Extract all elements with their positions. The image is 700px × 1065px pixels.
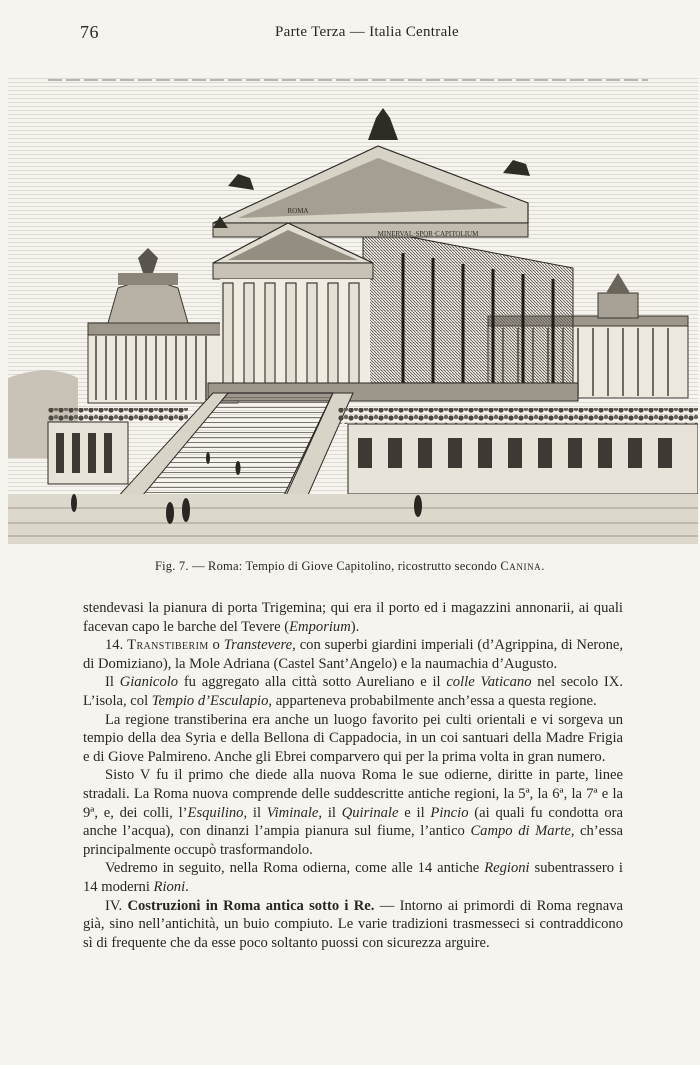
paragraph-sisto-v: Sisto V fu il primo che diede alla nuova Roma le sue odierne, diritte in parte, linee stradali. La Roma nuova comprende delle suddescritte antiche regioni, la 5ª, la 6ª, la 7ª e la 9ª, e, dei colli, l’Esquilino, il Viminale, il Quirinale e il Pincio (ai quali fu condotta ora anche l’acqua), con dinanzi l’ampia pianura sul fiume, l’antico Campo di Marte, ch’essa principalmente occupò trasformandolo.	[83, 767, 623, 858]
term-tempio-esculapio: Tempio d’Esculapio	[151, 692, 269, 709]
frieze-inscription-upper: ROMA	[287, 207, 309, 215]
paragraph-rioni: Vedremo in seguito, nella Roma odierna, come alle 14 antiche Regioni subentrassero i 14 moderni Rioni.	[83, 860, 623, 895]
term-esquilino: Esquilino	[187, 804, 244, 821]
term-quirinale: Quirinale	[341, 804, 399, 821]
term-transtevere: Transtevere	[223, 637, 293, 654]
term-campo-di-marte: Campo di Marte	[470, 823, 571, 840]
page-number: 76	[80, 22, 99, 42]
term-transtiberim: Transtiberim	[127, 637, 209, 654]
caption-author: Canina.	[500, 559, 546, 573]
paragraph-transtiberim: 14. Transtiberim o Transtevere, con superbi giardini imperiali (d’Agrippina, di Nerone, di Domiziano), la Mole Adriana (Castel Sant’Angelo) e la naumachia d’Augusto.	[83, 637, 624, 672]
paragraph-emporium: stendevasi la pianura di porta Trigemina; qui era il porto ed i magazzini annonarii, ai quali facevan capo le barche del Tevere (Emporium).	[83, 600, 623, 635]
running-title: Parte Terza — Italia Centrale	[275, 24, 459, 40]
term-gianicolo: Gianicolo	[119, 674, 179, 691]
temple-engraving	[8, 78, 698, 544]
figure-caption	[0, 559, 700, 574]
term-colle-vaticano: colle Vaticano	[446, 674, 532, 691]
term-pincio: Pincio	[430, 804, 469, 821]
term-emporium: Emporium	[289, 618, 351, 635]
term-regioni: Regioni	[484, 860, 530, 877]
section-heading-costruzioni: Costruzioni in Roma antica sotto i Re.	[127, 897, 375, 914]
term-rioni: Rioni	[153, 878, 186, 895]
body-text	[83, 599, 623, 952]
paragraph-gianicolo: Il Gianicolo fu aggregato alla città sotto Aureliano e il colle Vaticano nel secolo IX. L’isola, col Tempio d’Esculapio, apparteneva probabilmente anch’essa a questa regione.	[83, 674, 623, 709]
temple-illustration	[8, 78, 698, 544]
term-viminale: Viminale	[266, 804, 319, 821]
paragraph-costruzioni-re: IV. Costruzioni in Roma antica sotto i Re. — Intorno ai primordi di Roma regnava già, sino nell’antichità, un buio compiuto. Le varie tradizioni trasmesseci si contraddicono sì di frequente che da esse poco soltanto puossi con sicurezza arguire.	[83, 897, 623, 951]
frieze-inscription-lower: MINERVAL·SPQR·CAPITOLIUM	[377, 230, 479, 238]
paragraph-culti-orientali: La regione transtiberina era anche un luogo favorito pei culti orientali e vi sorgeva un tempio della dea Syria e della Bellona di Cappadocia, in un coi santuari della Madre Frigia e di Giove Palmireno. Anche gli Ebrei comparvero qui per la prima volta in gran numero.	[83, 711, 623, 765]
caption-text: Fig. 7. — Roma: Tempio di Giove Capitolino, ricostrutto secondo	[154, 559, 498, 573]
running-header	[80, 22, 620, 46]
